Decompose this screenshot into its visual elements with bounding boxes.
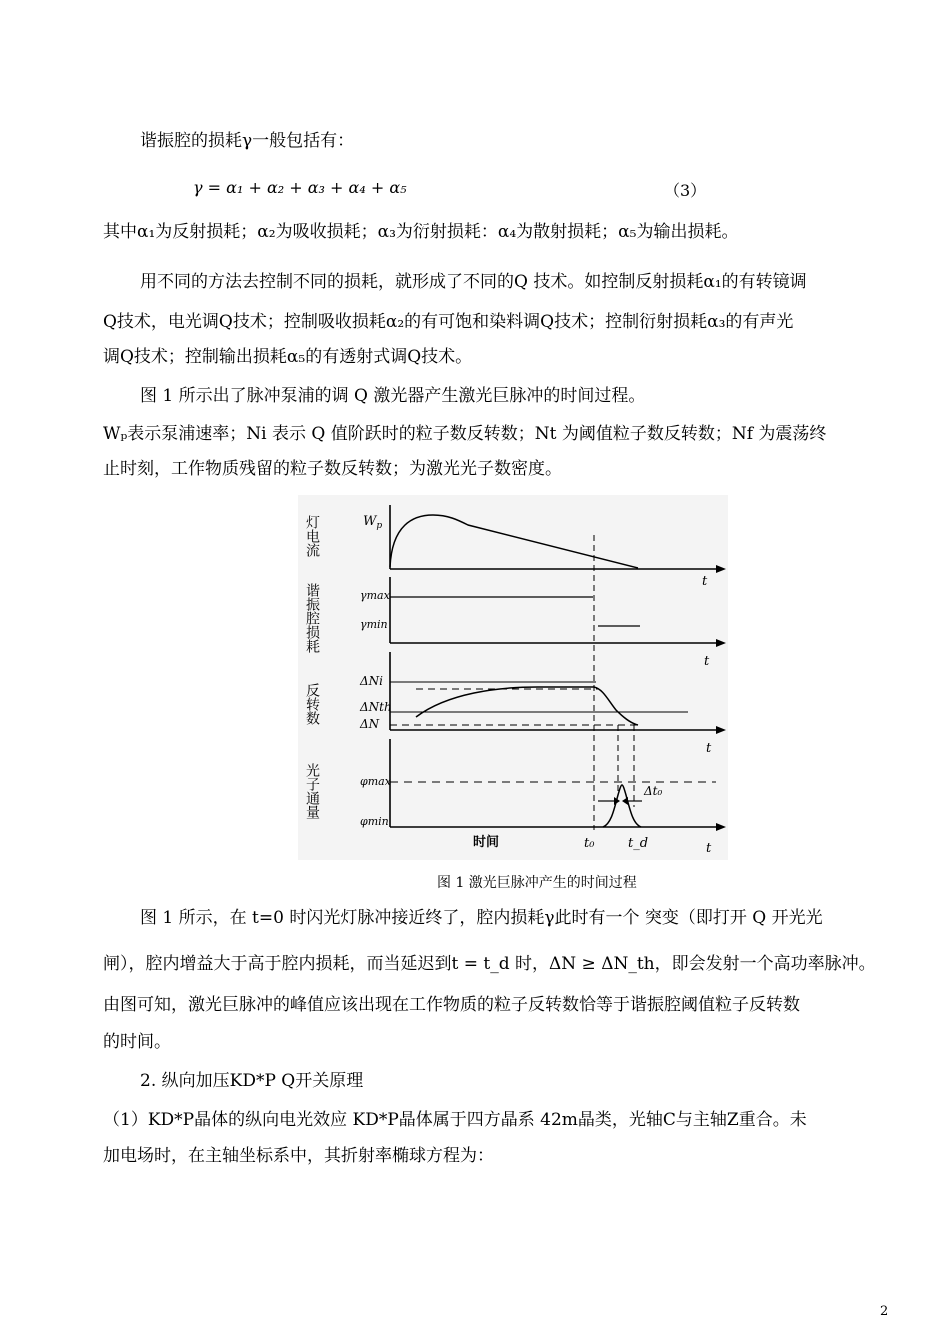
paragraph-explanation-1: 图 1 所示，在 t=0 时闪光灯脉冲接近终了，腔内损耗γ此时有一个 突变（即打开 Q 开光光 (140, 908, 823, 928)
paragraph-q-techniques-2: Q技术，电光调Q技术；控制吸收损耗α₂的有可饱和染料调Q技术；控制衍射损耗α₃的有声光 (103, 312, 794, 332)
label-t0: t₀ (584, 836, 595, 851)
page-number: 2 (880, 1304, 889, 1319)
figure-q-switch-timing (298, 495, 728, 860)
label-wp: $W_p$ (363, 514, 383, 531)
figure-caption: 图 1 激光巨脉冲产生的时间过程 (437, 875, 637, 891)
label-dn-th: ΔNth (360, 700, 392, 714)
equation-number: （3） (664, 181, 707, 200)
paragraph-definitions-1: Wₚ表示泵浦速率；Ni 表示 Q 值阶跃时的粒子数反转数；Nt 为阈值粒子数反转数；Nf 为震荡终 (103, 424, 827, 444)
paragraph-kdp-1: （1）KD*P晶体的纵向电光效应 KD*P晶体属于四方晶系 42m晶类，光轴C与主轴Z重合。未 (103, 1110, 807, 1130)
label-phi-max: φmax (360, 775, 391, 788)
label-td: t_d (628, 836, 649, 851)
paragraph-kdp-2: 加电场时，在主轴坐标系中，其折射率椭球方程为： (103, 1146, 494, 1166)
axis-t-label-3: t (706, 741, 712, 756)
axis-t-label-2: t (704, 654, 710, 669)
paragraph-figure-intro: 图 1 所示出了脉冲泵浦的调 Q 激光器产生激光巨脉冲的时间过程。 (140, 386, 646, 406)
paragraph-explanation-4: 的时间。 (103, 1032, 171, 1052)
section-heading-kdp: 2. 纵向加压KD*P Q开关原理 (140, 1071, 364, 1091)
panel-label-lamp-current: 灯电流 (304, 515, 320, 557)
label-gamma-max: γmax (360, 589, 390, 602)
label-gamma-min: γmin (360, 618, 388, 631)
paragraph-explanation-3: 由图可知，激光巨脉冲的峰值应该出现在工作物质的粒子反转数恰等于谐振腔阈值粒子反转数 (103, 995, 800, 1015)
paragraph-q-techniques-1: 用不同的方法去控制不同的损耗，就形成了不同的Q 技术。如控制反射损耗α₁的有转镜调 (140, 272, 807, 292)
panel-label-inversion: 反转数 (304, 683, 320, 725)
paragraph-explanation-2: 闸），腔内增益大于高于腔内损耗，而当延迟到t = t_d 时，ΔN ≥ ΔN_th，即会发射一个高功率脉冲。 (103, 954, 876, 974)
axis-t-label-1: t (702, 574, 708, 589)
paragraph-loss-types: 其中α₁为反射损耗；α₂为吸收损耗；α₃为衍射损耗：α₄为散射损耗；α₅为输出损耗。 (103, 222, 739, 242)
label-time: 时间 (473, 835, 500, 850)
axis-t-label-4: t (706, 841, 712, 856)
paragraph-loss-intro: 谐振腔的损耗γ一般包括有： (140, 131, 355, 151)
label-phi-min: φmin (360, 815, 389, 828)
label-dn: ΔN (360, 717, 380, 731)
equation-loss-sum: γ = α₁ + α₂ + α₃ + α₄ + α₅ (193, 178, 407, 197)
label-dt0: Δt₀ (644, 784, 663, 798)
paragraph-definitions-2: 止时刻，工作物质残留的粒子数反转数；为激光光子数密度。 (103, 459, 562, 479)
label-dn-i: ΔNi (360, 674, 384, 688)
paragraph-q-techniques-3: 调Q技术；控制输出损耗α₅的有透射式调Q技术。 (103, 347, 473, 367)
panel-label-cavity-loss: 谐振腔损耗 (304, 583, 320, 653)
panel-label-photon-flux: 光子通量 (304, 763, 320, 819)
